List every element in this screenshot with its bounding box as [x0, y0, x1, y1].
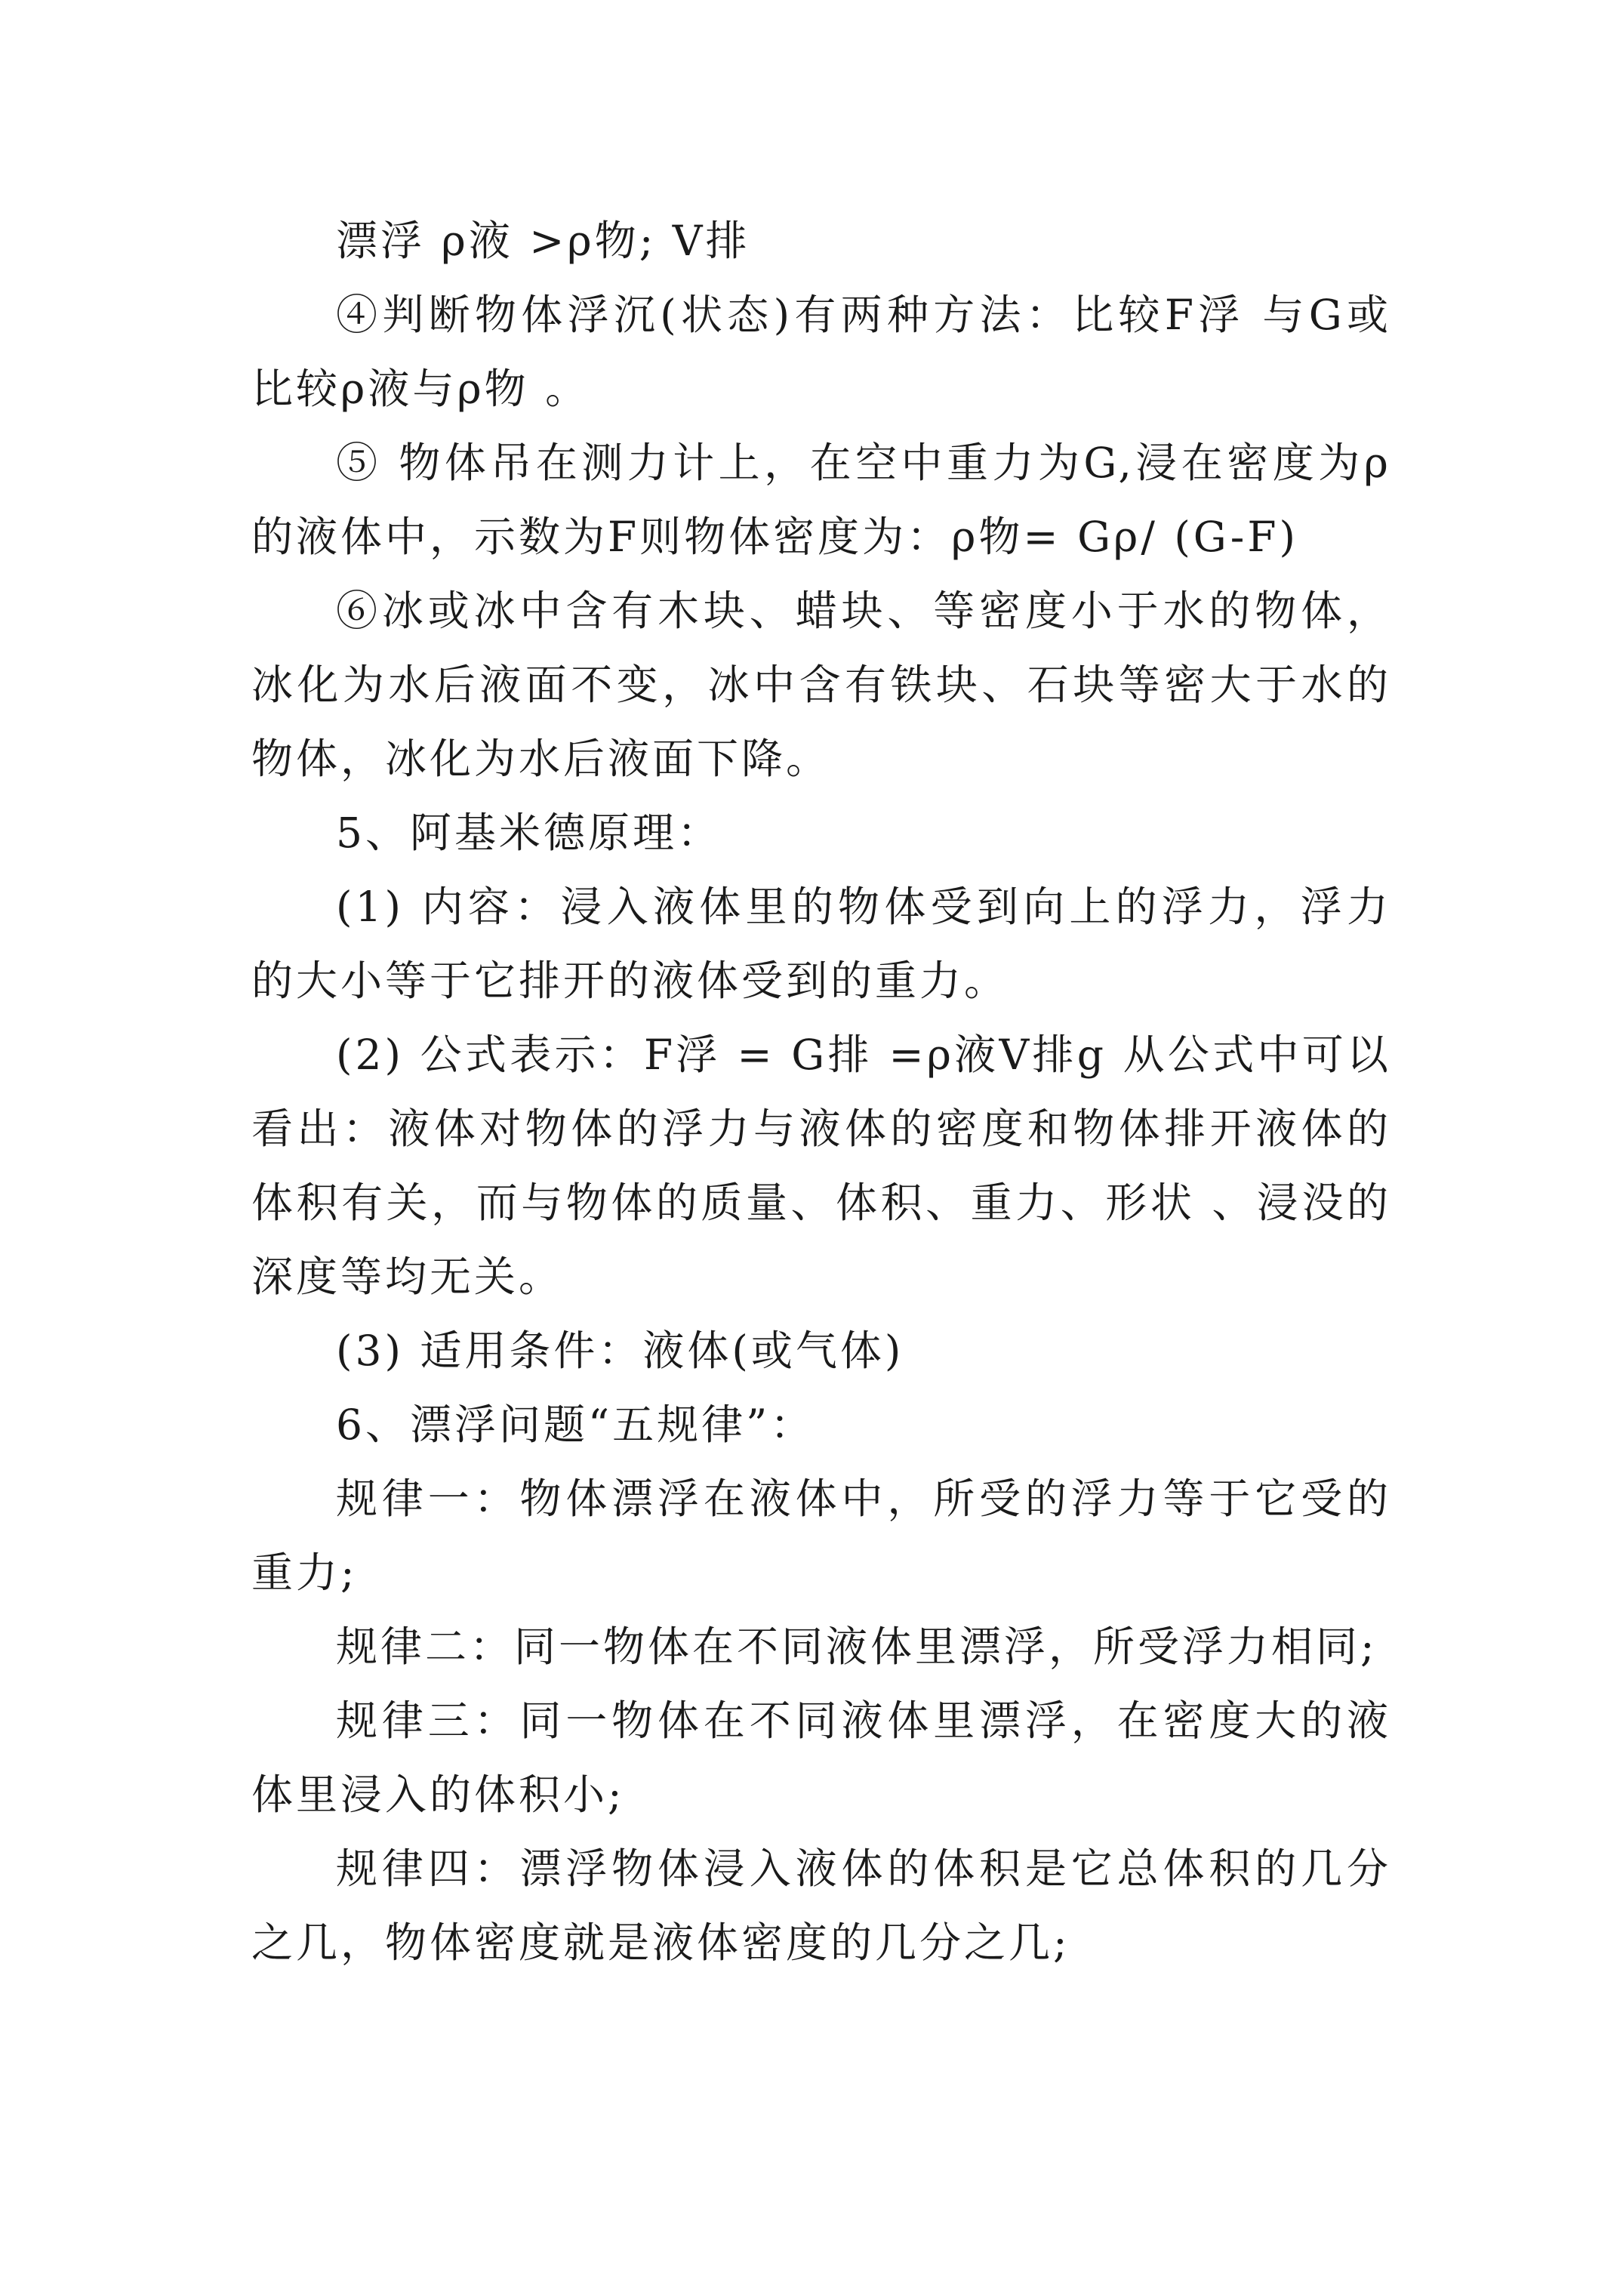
paragraph-rule-three: 规律三：同一物体在不同液体里漂浮，在密度大的液体里浸入的体积小; [251, 1697, 1391, 1819]
paragraph-spring-scale-density: ⑤ 物体吊在测力计上，在空中重力为G,浸在密度为ρ的液体中，示数为F则物体密度为：ρ物= Gρ/ (G-F) [251, 439, 1391, 561]
section-heading-floating-rules: 6、漂浮问题“五规律”： [336, 1401, 815, 1449]
paragraph-archimedes-content: (1) 内容：浸入液体里的物体受到向上的浮力，浮力的大小等于它排开的液体受到的重力。 [251, 883, 1391, 1005]
paragraph-rule-four: 规律四：漂浮物体浸入液体的体积是它总体积的几分之几，物体密度就是液体密度的几分之几; [251, 1845, 1391, 1967]
section-heading-archimedes: 5、阿基米德原理： [336, 809, 722, 857]
document-body [251, 204, 1391, 1980]
paragraph-applicable-conditions: (3) 适用条件：液体(或气体) [336, 1327, 904, 1375]
paragraph-ice-melting: ⑥冰或冰中含有木块、蜡块、等密度小于水的物体，冰化为水后液面不变，冰中含有铁块、石块等密大于水的物体，冰化为水后液面下降。 [251, 587, 1391, 783]
paragraph-archimedes-formula: (2) 公式表示：F浮 = G排 =ρ液V排g 从公式中可以看出：液体对物体的浮力与液体的密度和物体排开液体的体积有关，而与物体的质量、体积、重力、形状 、浸没的深度等均无关。 [251, 1031, 1391, 1301]
paragraph-rule-two: 规律二：同一物体在不同液体里漂浮，所受浮力相同; [336, 1623, 1378, 1671]
paragraph-judge-floating-methods: ④判断物体浮沉(状态)有两种方法：比较F浮 与G或比较ρ液与ρ物 。 [251, 291, 1391, 413]
paragraph-floating-condition: 漂浮 ρ液 >ρ物; V排 [336, 217, 750, 265]
paragraph-rule-one: 规律一：物体漂浮在液体中，所受的浮力等于它受的重力; [251, 1475, 1391, 1597]
